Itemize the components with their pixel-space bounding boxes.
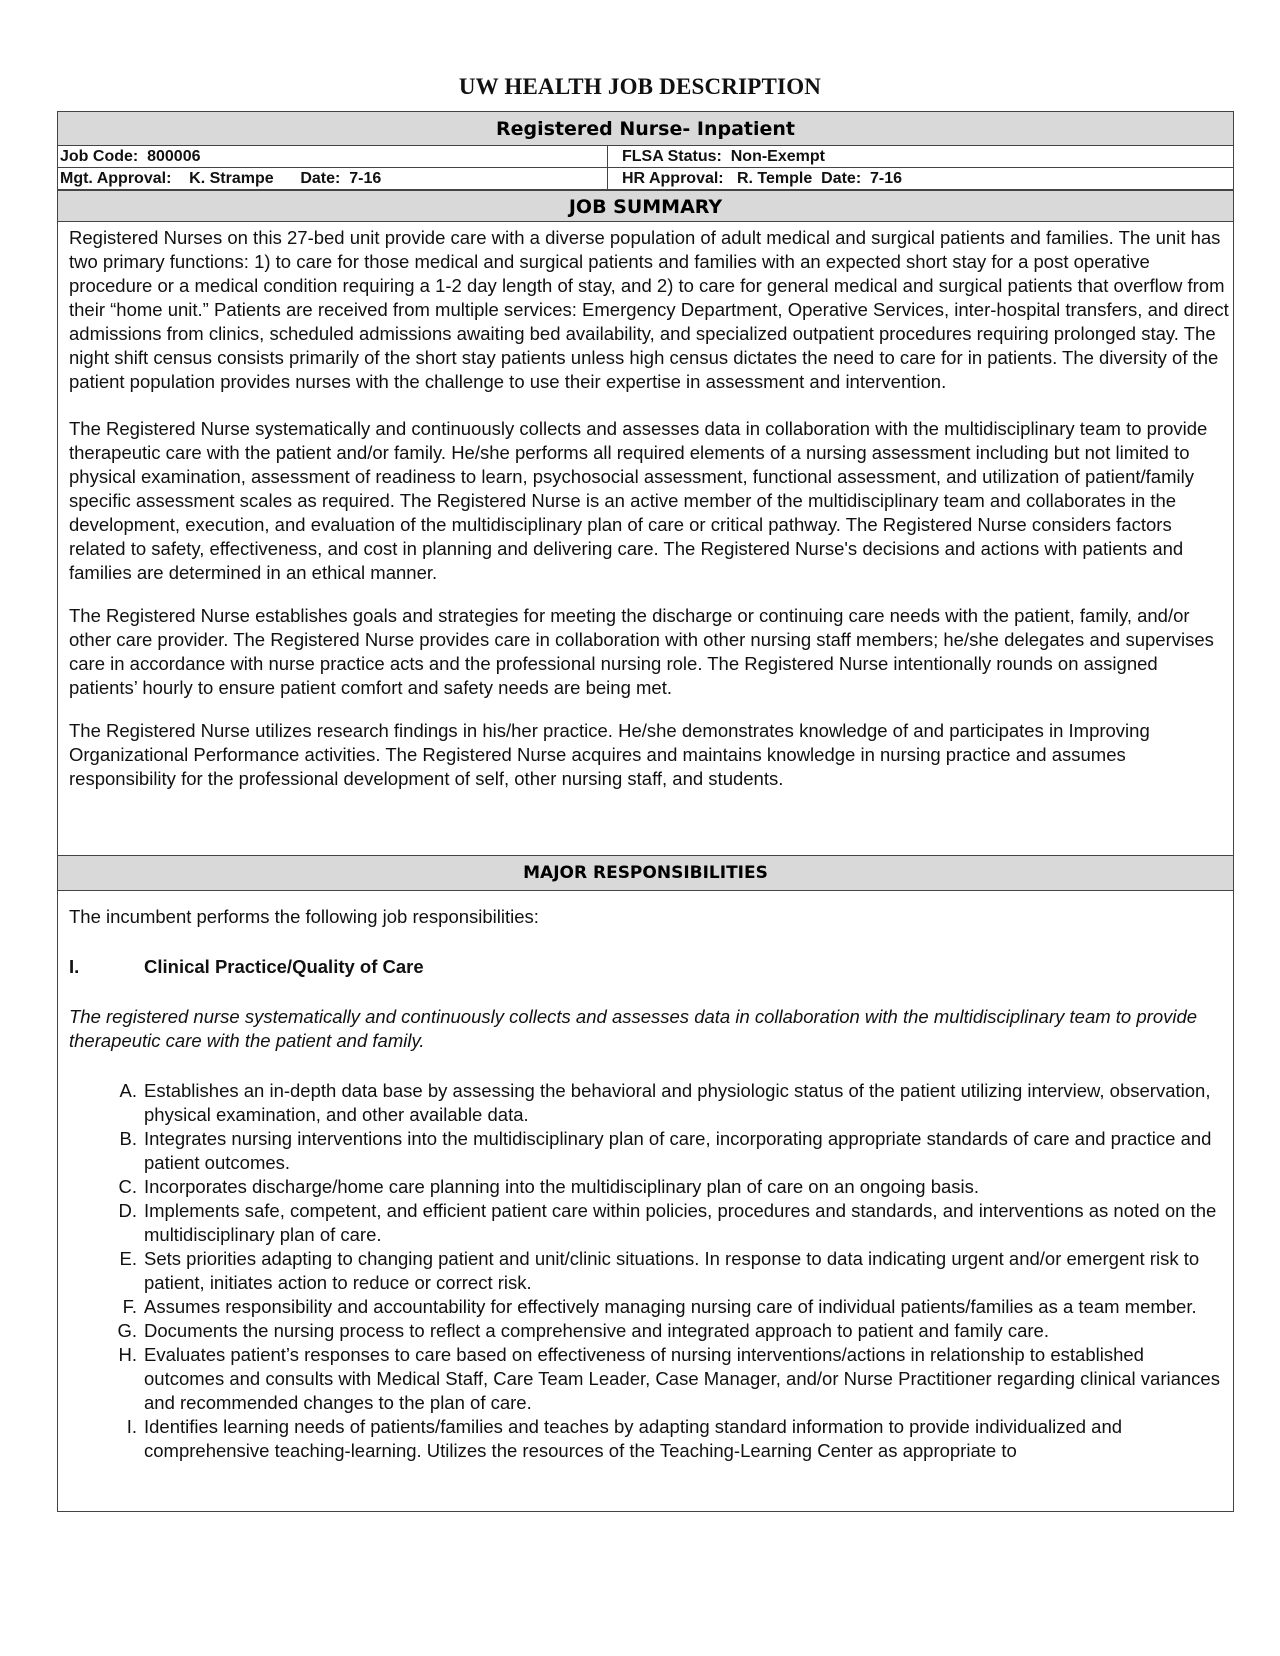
job-summary-body xyxy=(69,226,1229,814)
list-item xyxy=(69,1415,1229,1463)
section-title: Clinical Practice/Quality of Care xyxy=(144,956,424,977)
item-text: Establishes an in-depth data base by assessing the behavioral and physiologic status of the patient utilizing interview, observation, physical examination, and other available data. xyxy=(144,1080,1211,1125)
major-responsibilities-heading: MAJOR RESPONSIBILITIES xyxy=(58,855,1233,891)
list-item xyxy=(69,1343,1229,1415)
summary-paragraph: Registered Nurses on this 27-bed unit provide care with a diverse population of adult medical and surgical patients and families. The unit has two primary functions: 1) to care for those medical and surgical patients and families with an expected short stay for a post operative procedure or a medical condition requiring a 1-2 day length of stay, and 2) to care for general medical and surgical patients that overflow from their “home unit.” Patients are received from multiple services: Emergency Department, Operative Services, inter-hospital transfers, and direct admissions from clinics, scheduled admissions awaiting bed availability, and specialized outpatient procedures requiring prolonged stay. The night shift census consists primarily of the short stay patients unless high census dictates the need to care for in patients. The diversity of the patient population provides nurses with the challenge to use their expertise in assessment and intervention. xyxy=(69,227,1229,392)
mgt-approval: Mgt. Approval: K. Strampe Date: 7-16 xyxy=(58,168,608,189)
job-code: Job Code: 800006 xyxy=(58,146,608,167)
job-summary-heading: JOB SUMMARY xyxy=(58,190,1233,222)
job-title: Registered Nurse- Inpatient xyxy=(58,112,1233,146)
section-statement: The registered nurse systematically and continuously collects and assesses data in collaboration with the multidisciplinary team to provide therapeutic care with the patient and family. xyxy=(69,1006,1198,1051)
item-letter: E. xyxy=(119,1248,137,1269)
list-item xyxy=(69,1295,1229,1319)
responsibility-list xyxy=(69,1079,1229,1463)
item-letter: B. xyxy=(119,1128,137,1149)
summary-paragraph: The Registered Nurse systematically and continuously collects and assesses data in collaboration with the multidisciplinary team to provide therapeutic care with the patient and/or family. He/she performs all required elements of a nursing assessment including but not limited to physical examination, assessment of readiness to learn, psychosocial assessment, functional assessment, and utilization of patient/family specific assessment scales as required. The Registered Nurse is an active member of the multidisciplinary team and collaborates in the development, execution, and evaluation of the multidisciplinary plan of care or critical pathway. The Registered Nurse considers factors related to safety, effectiveness, and cost in planning and delivering care. The Registered Nurse's decisions and actions with patients and families are determined in an ethical manner. xyxy=(69,418,1208,583)
item-text: Evaluates patient’s responses to care based on effectiveness of nursing interventions/actions in relationship to established outcomes and consults with Medical Staff, Care Team Leader, Case Manager, and/or Nurse Practitioner regarding clinical variances and recommended changes to the plan of care. xyxy=(144,1344,1220,1413)
flsa-status: FLSA Status: Non-Exempt xyxy=(622,148,825,165)
list-item xyxy=(69,1319,1229,1343)
item-text: Implements safe, competent, and efficient patient care within policies, procedures and standards, and interventions as noted on the multidisciplinary plan of care. xyxy=(144,1200,1217,1245)
item-text: Identifies learning needs of patients/families and teaches by adapting standard information to provide individualized and comprehensive teaching-learning. Utilizes the resources of the Teaching-Learning Center as appropriate to xyxy=(144,1416,1123,1461)
item-text: Documents the nursing process to reflect a comprehensive and integrated approach to patient and family care. xyxy=(144,1320,1049,1341)
section-heading xyxy=(69,955,1229,979)
item-letter: D. xyxy=(118,1200,137,1221)
item-letter: G. xyxy=(117,1320,137,1341)
item-text: Assumes responsibility and accountability for effectively managing nursing care of individual patients/families as a team member. xyxy=(144,1296,1197,1317)
section-number: I. xyxy=(69,956,80,977)
list-item xyxy=(69,1079,1229,1127)
item-letter: A. xyxy=(119,1080,137,1101)
meta-row-codes xyxy=(58,146,1233,168)
hr-approval: HR Approval: R. Temple Date: 7-16 xyxy=(622,170,903,187)
item-text: Incorporates discharge/home care planning into the multidisciplinary plan of care on an ongoing basis. xyxy=(144,1176,980,1197)
list-item xyxy=(69,1175,1229,1199)
item-letter: H. xyxy=(118,1344,137,1365)
job-description-table xyxy=(57,111,1234,1512)
list-item xyxy=(69,1127,1229,1175)
list-item xyxy=(69,1247,1229,1295)
item-letter: C. xyxy=(118,1176,137,1197)
meta-row-approvals xyxy=(58,168,1233,190)
item-text: Integrates nursing interventions into the multidisciplinary plan of care, incorporating appropriate standards of care and practice and patient outcomes. xyxy=(144,1128,1212,1173)
item-letter: I. xyxy=(126,1416,137,1437)
summary-paragraph: The Registered Nurse establishes goals and strategies for meeting the discharge or continuing care needs with the patient, family, and/or other care provider. The Registered Nurse provides care in collaboration with other nursing staff members; he/she delegates and supervises care in accordance with nurse practice acts and the professional nursing role. The Registered Nurse intentionally rounds on assigned patients’ hourly to ensure patient comfort and safety needs are being met. xyxy=(69,605,1214,698)
responsibilities-intro: The incumbent performs the following job responsibilities: xyxy=(69,906,539,927)
item-text: Sets priorities adapting to changing patient and unit/clinic situations. In response to data indicating urgent and/or emergent risk to patient, initiates action to reduce or correct risk. xyxy=(144,1248,1200,1293)
document-title: UW HEALTH JOB DESCRIPTION xyxy=(458,74,822,99)
major-responsibilities-body xyxy=(69,905,1229,1463)
item-letter: F. xyxy=(122,1296,137,1317)
list-item xyxy=(69,1199,1229,1247)
summary-paragraph: The Registered Nurse utilizes research findings in his/her practice. He/she demonstrates knowledge of and participates in Improving Organizational Performance activities. The Registered Nurse acquires and maintains knowledge in nursing practice and assumes responsibility for the professional development of self, other nursing staff, and students. xyxy=(69,720,1150,789)
